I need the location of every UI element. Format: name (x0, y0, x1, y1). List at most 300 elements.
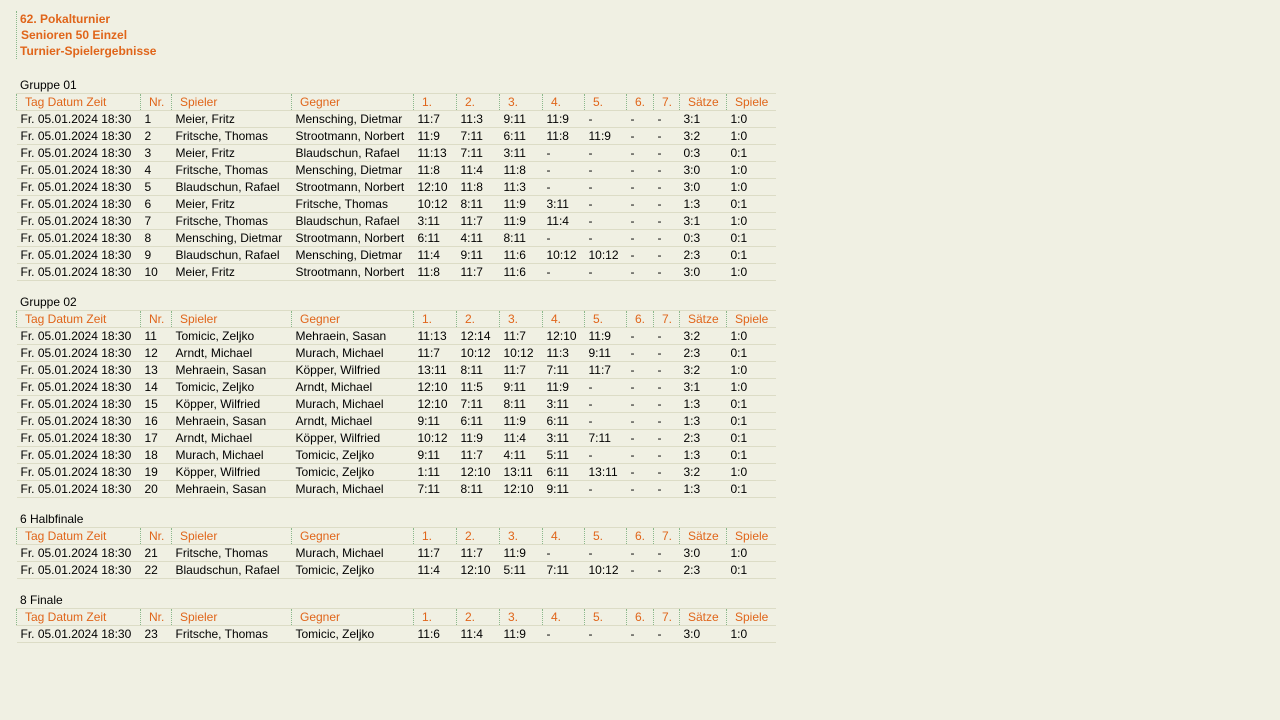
cell-set7: - (654, 213, 680, 230)
col-spiele-header: Spiele (727, 528, 776, 545)
cell-set6: - (627, 562, 654, 579)
cell-datetime: Fr. 05.01.2024 18:30 (17, 396, 141, 413)
cell-set2: 11:9 (457, 430, 500, 447)
cell-spiele: 1:0 (727, 464, 776, 481)
col-set6-header: 6. (627, 609, 654, 626)
cell-saetze: 2:3 (680, 562, 727, 579)
cell-set4: 10:12 (543, 247, 585, 264)
cell-set2: 7:11 (457, 145, 500, 162)
cell-nr: 14 (141, 379, 172, 396)
col-set4-header: 4. (543, 311, 585, 328)
col-set2-header: 2. (457, 609, 500, 626)
cell-datetime: Fr. 05.01.2024 18:30 (17, 481, 141, 498)
cell-datetime: Fr. 05.01.2024 18:30 (17, 362, 141, 379)
cell-set6: - (627, 379, 654, 396)
cell-set1: 11:8 (414, 264, 457, 281)
cell-set4: 3:11 (543, 196, 585, 213)
cell-spiele: 1:0 (727, 162, 776, 179)
results-table (16, 93, 776, 281)
cell-nr: 17 (141, 430, 172, 447)
cell-set6: - (627, 430, 654, 447)
cell-set2: 11:7 (457, 447, 500, 464)
cell-nr: 23 (141, 626, 172, 643)
cell-set3: 3:11 (500, 145, 543, 162)
cell-set7: - (654, 145, 680, 162)
col-set7-header: 7. (654, 609, 680, 626)
cell-saetze: 3:1 (680, 379, 727, 396)
cell-saetze: 1:3 (680, 196, 727, 213)
cell-set6: - (627, 162, 654, 179)
cell-set1: 12:10 (414, 379, 457, 396)
table-row (17, 345, 776, 362)
cell-set7: - (654, 413, 680, 430)
cell-spieler: Murach, Michael (172, 447, 292, 464)
cell-nr: 15 (141, 396, 172, 413)
cell-set6: - (627, 247, 654, 264)
group-title: 8 Finale (20, 593, 63, 607)
cell-nr: 1 (141, 111, 172, 128)
cell-set5: - (585, 447, 627, 464)
cell-datetime: Fr. 05.01.2024 18:30 (17, 128, 141, 145)
cell-set7: - (654, 179, 680, 196)
cell-spiele: 1:0 (727, 128, 776, 145)
cell-spiele: 0:1 (727, 413, 776, 430)
cell-set4: - (543, 162, 585, 179)
cell-spiele: 0:1 (727, 345, 776, 362)
cell-set7: - (654, 162, 680, 179)
cell-set2: 11:7 (457, 264, 500, 281)
cell-set1: 11:4 (414, 562, 457, 579)
col-set6-header: 6. (627, 528, 654, 545)
cell-datetime: Fr. 05.01.2024 18:30 (17, 545, 141, 562)
cell-set1: 3:11 (414, 213, 457, 230)
cell-gegner: Tomicic, Zeljko (292, 562, 414, 579)
col-set1-header: 1. (414, 94, 457, 111)
table-row (17, 562, 776, 579)
col-set4-header: 4. (543, 528, 585, 545)
cell-saetze: 3:1 (680, 111, 727, 128)
groups-container (16, 75, 776, 643)
cell-gegner: Tomicic, Zeljko (292, 626, 414, 643)
cell-gegner: Fritsche, Thomas (292, 196, 414, 213)
table-row (17, 464, 776, 481)
cell-spieler: Meier, Fritz (172, 196, 292, 213)
cell-set7: - (654, 464, 680, 481)
cell-set7: - (654, 264, 680, 281)
col-spieler-header: Spieler (172, 609, 292, 626)
cell-set6: - (627, 413, 654, 430)
cell-set7: - (654, 447, 680, 464)
cell-spiele: 0:1 (727, 230, 776, 247)
cell-datetime: Fr. 05.01.2024 18:30 (17, 111, 141, 128)
cell-gegner: Strootmann, Norbert (292, 179, 414, 196)
col-set3-header: 3. (500, 311, 543, 328)
cell-spieler: Meier, Fritz (172, 264, 292, 281)
cell-saetze: 3:0 (680, 179, 727, 196)
cell-saetze: 3:0 (680, 264, 727, 281)
cell-set5: - (585, 545, 627, 562)
cell-nr: 7 (141, 213, 172, 230)
cell-set5: - (585, 481, 627, 498)
cell-set3: 11:9 (500, 213, 543, 230)
cell-saetze: 0:3 (680, 145, 727, 162)
cell-saetze: 1:3 (680, 481, 727, 498)
col-set5-header: 5. (585, 311, 627, 328)
cell-spiele: 1:0 (727, 213, 776, 230)
cell-spiele: 0:1 (727, 562, 776, 579)
col-datetime-header: Tag Datum Zeit (17, 609, 141, 626)
cell-spieler: Fritsche, Thomas (172, 162, 292, 179)
cell-nr: 5 (141, 179, 172, 196)
cell-set4: 11:4 (543, 213, 585, 230)
group-title: 6 Halbfinale (20, 512, 84, 526)
table-row (17, 111, 776, 128)
cell-spiele: 1:0 (727, 111, 776, 128)
cell-set4: 9:11 (543, 481, 585, 498)
cell-set7: - (654, 196, 680, 213)
col-datetime-header: Tag Datum Zeit (17, 311, 141, 328)
cell-set1: 11:4 (414, 247, 457, 264)
col-saetze-header: Sätze (680, 609, 727, 626)
table-row (17, 230, 776, 247)
cell-gegner: Tomicic, Zeljko (292, 447, 414, 464)
cell-nr: 2 (141, 128, 172, 145)
cell-nr: 21 (141, 545, 172, 562)
cell-spiele: 1:0 (727, 328, 776, 345)
col-nr-header: Nr. (141, 528, 172, 545)
cell-set1: 12:10 (414, 179, 457, 196)
col-gegner-header: Gegner (292, 609, 414, 626)
cell-gegner: Tomicic, Zeljko (292, 464, 414, 481)
cell-set1: 12:10 (414, 396, 457, 413)
cell-set3: 11:4 (500, 430, 543, 447)
cell-set3: 11:3 (500, 179, 543, 196)
cell-set5: - (585, 179, 627, 196)
col-set1-header: 1. (414, 609, 457, 626)
cell-spiele: 0:1 (727, 481, 776, 498)
cell-set5: - (585, 626, 627, 643)
cell-spieler: Mehraein, Sasan (172, 481, 292, 498)
cell-set4: 3:11 (543, 430, 585, 447)
tournament-title: 62. Pokalturnier (20, 12, 111, 26)
table-row (17, 379, 776, 396)
cell-spieler: Tomicic, Zeljko (172, 379, 292, 396)
cell-datetime: Fr. 05.01.2024 18:30 (17, 379, 141, 396)
cell-saetze: 3:0 (680, 545, 727, 562)
col-gegner-header: Gegner (292, 528, 414, 545)
col-set3-header: 3. (500, 94, 543, 111)
cell-gegner: Blaudschun, Rafael (292, 213, 414, 230)
cell-spieler: Mensching, Dietmar (172, 230, 292, 247)
cell-saetze: 2:3 (680, 430, 727, 447)
cell-set2: 11:4 (457, 626, 500, 643)
cell-set7: - (654, 379, 680, 396)
col-set1-header: 1. (414, 311, 457, 328)
cell-spiele: 0:1 (727, 247, 776, 264)
cell-set6: - (627, 196, 654, 213)
col-set6-header: 6. (627, 94, 654, 111)
cell-set3: 11:6 (500, 264, 543, 281)
cell-set5: - (585, 196, 627, 213)
cell-datetime: Fr. 05.01.2024 18:30 (17, 345, 141, 362)
cell-set3: 4:11 (500, 447, 543, 464)
cell-spiele: 1:0 (727, 545, 776, 562)
cell-set7: - (654, 328, 680, 345)
cell-gegner: Strootmann, Norbert (292, 128, 414, 145)
col-nr-header: Nr. (141, 94, 172, 111)
cell-gegner: Strootmann, Norbert (292, 230, 414, 247)
cell-gegner: Murach, Michael (292, 345, 414, 362)
cell-set5: 7:11 (585, 430, 627, 447)
cell-set3: 9:11 (500, 111, 543, 128)
cell-set5: 9:11 (585, 345, 627, 362)
cell-set4: 11:9 (543, 111, 585, 128)
cell-set1: 7:11 (414, 481, 457, 498)
cell-set6: - (627, 111, 654, 128)
col-set4-header: 4. (543, 609, 585, 626)
cell-set6: - (627, 447, 654, 464)
col-set5-header: 5. (585, 94, 627, 111)
cell-set6: - (627, 545, 654, 562)
cell-set5: - (585, 396, 627, 413)
cell-set4: - (543, 264, 585, 281)
cell-set4: - (543, 179, 585, 196)
cell-set1: 10:12 (414, 196, 457, 213)
cell-set2: 10:12 (457, 345, 500, 362)
col-set7-header: 7. (654, 94, 680, 111)
cell-set4: - (543, 545, 585, 562)
cell-set1: 11:8 (414, 162, 457, 179)
table-row (17, 179, 776, 196)
col-spiele-header: Spiele (727, 609, 776, 626)
cell-set7: - (654, 396, 680, 413)
cell-spiele: 1:0 (727, 179, 776, 196)
cell-datetime: Fr. 05.01.2024 18:30 (17, 264, 141, 281)
cell-nr: 3 (141, 145, 172, 162)
cell-spiele: 0:1 (727, 145, 776, 162)
cell-datetime: Fr. 05.01.2024 18:30 (17, 464, 141, 481)
cell-set5: - (585, 230, 627, 247)
col-set7-header: 7. (654, 311, 680, 328)
cell-set7: - (654, 247, 680, 264)
cell-spieler: Arndt, Michael (172, 430, 292, 447)
col-set5-header: 5. (585, 609, 627, 626)
cell-set7: - (654, 430, 680, 447)
cell-set5: 10:12 (585, 247, 627, 264)
cell-gegner: Murach, Michael (292, 545, 414, 562)
cell-set7: - (654, 481, 680, 498)
cell-set1: 6:11 (414, 230, 457, 247)
col-datetime-header: Tag Datum Zeit (17, 528, 141, 545)
cell-nr: 8 (141, 230, 172, 247)
cell-set4: 11:8 (543, 128, 585, 145)
table-row (17, 362, 776, 379)
cell-set4: 12:10 (543, 328, 585, 345)
cell-set4: 6:11 (543, 413, 585, 430)
cell-set1: 11:7 (414, 345, 457, 362)
cell-nr: 10 (141, 264, 172, 281)
cell-set4: - (543, 626, 585, 643)
cell-set7: - (654, 111, 680, 128)
cell-saetze: 2:3 (680, 247, 727, 264)
col-set2-header: 2. (457, 94, 500, 111)
col-nr-header: Nr. (141, 311, 172, 328)
cell-set3: 13:11 (500, 464, 543, 481)
col-datetime-header: Tag Datum Zeit (17, 94, 141, 111)
cell-spiele: 0:1 (727, 430, 776, 447)
cell-set3: 11:9 (500, 626, 543, 643)
cell-saetze: 3:2 (680, 128, 727, 145)
cell-gegner: Mensching, Dietmar (292, 111, 414, 128)
cell-gegner: Murach, Michael (292, 481, 414, 498)
col-spieler-header: Spieler (172, 311, 292, 328)
col-gegner-header: Gegner (292, 94, 414, 111)
col-spieler-header: Spieler (172, 528, 292, 545)
tournament-header (16, 11, 776, 59)
cell-set3: 6:11 (500, 128, 543, 145)
col-set7-header: 7. (654, 528, 680, 545)
cell-set7: - (654, 626, 680, 643)
cell-set5: 11:7 (585, 362, 627, 379)
cell-set3: 11:6 (500, 247, 543, 264)
cell-set4: 6:11 (543, 464, 585, 481)
col-set3-header: 3. (500, 609, 543, 626)
cell-set1: 10:12 (414, 430, 457, 447)
cell-datetime: Fr. 05.01.2024 18:30 (17, 626, 141, 643)
cell-nr: 11 (141, 328, 172, 345)
cell-set7: - (654, 562, 680, 579)
table-row (17, 128, 776, 145)
table-row (17, 145, 776, 162)
table-row (17, 481, 776, 498)
cell-saetze: 3:1 (680, 213, 727, 230)
col-set2-header: 2. (457, 528, 500, 545)
table-row (17, 196, 776, 213)
tournament-subtitle: Turnier-Spielergebnisse (20, 44, 157, 58)
group-title: Gruppe 02 (20, 295, 77, 309)
cell-nr: 9 (141, 247, 172, 264)
cell-saetze: 3:0 (680, 626, 727, 643)
cell-spieler: Blaudschun, Rafael (172, 179, 292, 196)
table-row (17, 626, 776, 643)
cell-set5: 11:9 (585, 328, 627, 345)
cell-datetime: Fr. 05.01.2024 18:30 (17, 328, 141, 345)
cell-set2: 8:11 (457, 196, 500, 213)
cell-set2: 11:7 (457, 545, 500, 562)
col-spiele-header: Spiele (727, 311, 776, 328)
cell-set5: 10:12 (585, 562, 627, 579)
cell-spiele: 0:1 (727, 447, 776, 464)
cell-set2: 11:4 (457, 162, 500, 179)
cell-set5: - (585, 413, 627, 430)
cell-spieler: Fritsche, Thomas (172, 545, 292, 562)
cell-set4: 3:11 (543, 396, 585, 413)
cell-gegner: Köpper, Wilfried (292, 362, 414, 379)
col-set1-header: 1. (414, 528, 457, 545)
tournament-category: Senioren 50 Einzel (21, 28, 128, 42)
cell-spiele: 0:1 (727, 196, 776, 213)
col-nr-header: Nr. (141, 609, 172, 626)
cell-set1: 9:11 (414, 447, 457, 464)
table-row (17, 545, 776, 562)
cell-nr: 22 (141, 562, 172, 579)
cell-set5: - (585, 264, 627, 281)
cell-set2: 11:5 (457, 379, 500, 396)
table-header-row (17, 609, 776, 626)
cell-set1: 9:11 (414, 413, 457, 430)
cell-datetime: Fr. 05.01.2024 18:30 (17, 430, 141, 447)
cell-set5: - (585, 111, 627, 128)
cell-set3: 8:11 (500, 396, 543, 413)
cell-spiele: 1:0 (727, 626, 776, 643)
cell-set3: 11:7 (500, 362, 543, 379)
cell-set5: - (585, 213, 627, 230)
cell-spieler: Blaudschun, Rafael (172, 247, 292, 264)
cell-set1: 11:9 (414, 128, 457, 145)
table-header-row (17, 528, 776, 545)
cell-set3: 8:11 (500, 230, 543, 247)
cell-nr: 12 (141, 345, 172, 362)
cell-set7: - (654, 128, 680, 145)
cell-set4: - (543, 230, 585, 247)
cell-nr: 4 (141, 162, 172, 179)
cell-spieler: Fritsche, Thomas (172, 213, 292, 230)
cell-datetime: Fr. 05.01.2024 18:30 (17, 196, 141, 213)
cell-set2: 12:10 (457, 562, 500, 579)
table-row (17, 413, 776, 430)
col-spiele-header: Spiele (727, 94, 776, 111)
cell-spiele: 1:0 (727, 264, 776, 281)
cell-datetime: Fr. 05.01.2024 18:30 (17, 230, 141, 247)
cell-nr: 6 (141, 196, 172, 213)
table-row (17, 247, 776, 264)
cell-set7: - (654, 545, 680, 562)
cell-set5: 11:9 (585, 128, 627, 145)
cell-datetime: Fr. 05.01.2024 18:30 (17, 413, 141, 430)
col-set4-header: 4. (543, 94, 585, 111)
cell-set6: - (627, 128, 654, 145)
cell-nr: 16 (141, 413, 172, 430)
cell-set3: 12:10 (500, 481, 543, 498)
cell-gegner: Murach, Michael (292, 396, 414, 413)
cell-datetime: Fr. 05.01.2024 18:30 (17, 145, 141, 162)
table-row (17, 328, 776, 345)
cell-spieler: Tomicic, Zeljko (172, 328, 292, 345)
col-set5-header: 5. (585, 528, 627, 545)
cell-saetze: 3:0 (680, 162, 727, 179)
cell-set1: 11:7 (414, 111, 457, 128)
cell-saetze: 1:3 (680, 413, 727, 430)
table-row (17, 396, 776, 413)
col-gegner-header: Gegner (292, 311, 414, 328)
cell-set3: 5:11 (500, 562, 543, 579)
cell-gegner: Arndt, Michael (292, 413, 414, 430)
cell-set3: 11:9 (500, 413, 543, 430)
table-row (17, 430, 776, 447)
cell-set3: 9:11 (500, 379, 543, 396)
cell-set6: - (627, 345, 654, 362)
cell-saetze: 3:2 (680, 464, 727, 481)
cell-set7: - (654, 345, 680, 362)
cell-set4: - (543, 145, 585, 162)
cell-datetime: Fr. 05.01.2024 18:30 (17, 247, 141, 264)
cell-spiele: 0:1 (727, 396, 776, 413)
cell-set2: 9:11 (457, 247, 500, 264)
cell-gegner: Arndt, Michael (292, 379, 414, 396)
cell-spieler: Fritsche, Thomas (172, 626, 292, 643)
cell-set1: 11:13 (414, 145, 457, 162)
col-saetze-header: Sätze (680, 528, 727, 545)
